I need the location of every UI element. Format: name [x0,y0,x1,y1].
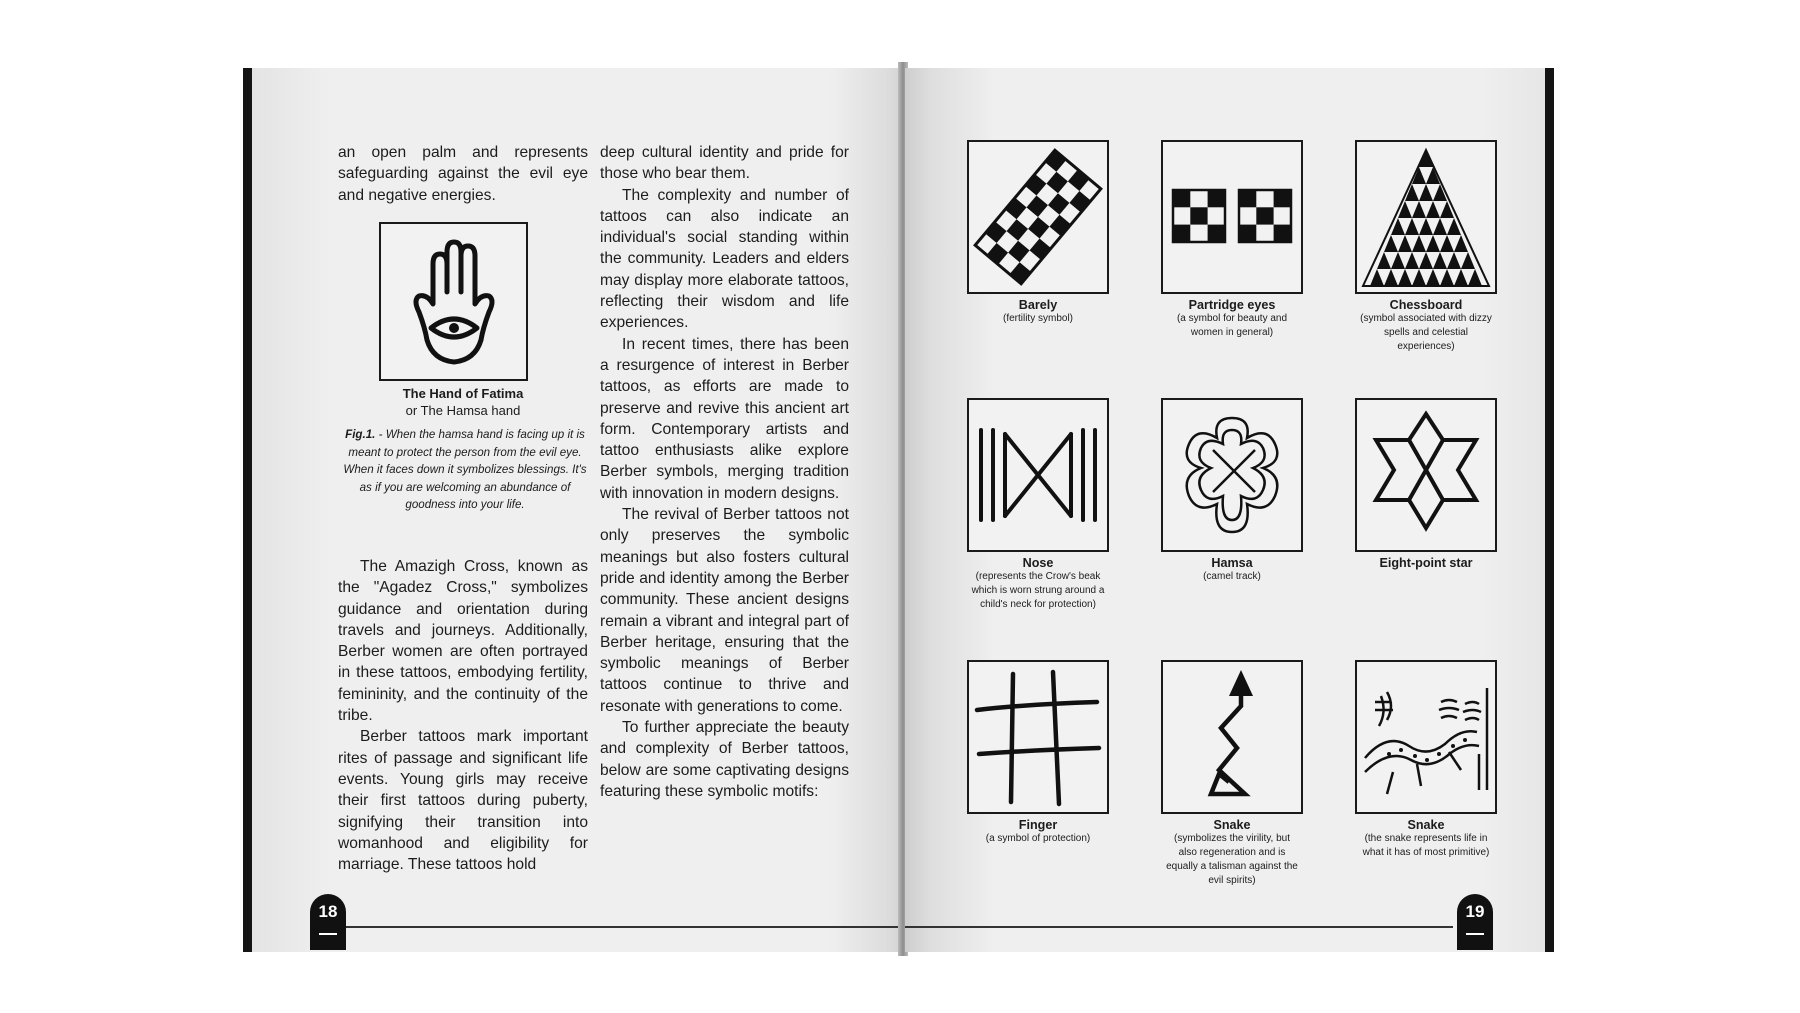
figure-title-line1: The Hand of Fatima [402,386,524,401]
symbol-card [967,140,1109,326]
symbol-name: Snake [1213,818,1251,832]
bowtie-lines-icon [969,400,1107,550]
checker-squares-icon [1163,142,1301,292]
symbol-card [1161,398,1303,584]
symbol-name: Snake [1407,818,1445,832]
symbol-desc: (fertility symbol) [1002,313,1073,324]
left-column-bottom [338,556,588,875]
symbol-desc: (camel track) [1203,571,1261,582]
lizard-snake-icon [1357,662,1495,812]
symbol-frame [967,660,1109,814]
symbol-card [1161,660,1303,888]
symbol-desc: (a symbol of protection) [985,833,1091,844]
left-column-top [338,142,588,206]
footer-rule [905,926,1453,928]
knot-icon [1163,400,1301,550]
symbol-name: Chessboard [1389,298,1463,312]
page-number: 19 [1457,894,1493,950]
page-number: 18 [310,894,346,950]
paragraph: Berber tattoos mark important rites of passage and significant life events. Young girls may receive their first tattoos during puberty, signifying their transition into womanhood and eligibility for marriage. These tattoos hold [338,728,588,874]
symbol-card [967,660,1109,846]
paragraph: In recent times, there has been a resurgence of interest in Berber tattoos, as efforts are made to preserve and revive this ancient art form. Contemporary artists and tattoo enthusiasts alike explore Berber symbols, merging tradition with innovation in modern designs. [600,335,849,502]
footer-rule [346,926,909,928]
figure-title-line2: or The Hamsa hand [405,403,521,418]
paragraph: To further appreciate the beauty and complexity of Berber tattoos, below are some captivating designs featuring these symbolic motifs: [600,719,849,800]
paragraph: The revival of Berber tattoos not only preserves the symbolic meanings but also fosters cultural pride and identity among the Berber community. These ancient designs remain a vibrant and integral part of Berber heritage, ensuring that the symbolic meanings of Berber tattoos continue to thrive and resonate with generations to come. [600,506,849,715]
figure-title [338,385,588,419]
triangle-chessboard-icon [1357,142,1495,292]
paragraph: The complexity and number of tattoos can also indicate an individual's social standing within the community. Leaders and elders may display more elaborate tattoos, reflecting their wisdom and life experiences. [600,186,849,332]
symbol-frame [967,140,1109,294]
left-page [243,68,909,952]
checkered-diagonal-icon [969,142,1107,292]
symbol-frame [1355,398,1497,552]
symbol-name: Hamsa [1211,556,1253,570]
hamsa-figure [379,222,528,381]
symbol-frame [1161,660,1303,814]
right-page [905,68,1554,952]
symbol-card [967,398,1109,612]
symbol-desc: (symbol associated with dizzy spells and celestial experiences) [1360,313,1492,352]
paragraph: The Amazigh Cross, known as the "Agadez Cross," symbolizes guidance and orientation during travels and journeys. Additionally, Berber women are often portrayed in these tattoos, embodying fertility, femininity, and the continuity of the tribe. [338,558,588,725]
grid-lines-icon [969,662,1107,812]
symbol-desc: (a symbol for beauty and women in general) [1176,313,1288,338]
symbol-frame [1161,140,1303,294]
symbol-desc: (the snake represents life in what it has of most primitive) [1362,833,1490,858]
right-column [600,142,849,802]
symbol-card [1161,140,1303,340]
symbol-name: Partridge eyes [1188,298,1276,312]
symbol-desc: (represents the Crow's beak which is worn strung around a child's neck for protection) [971,571,1105,610]
paragraph: an open palm and represents safeguarding against the evil eye and negative energies. [338,144,588,204]
symbol-name: Barely [1018,298,1058,312]
symbol-card [1355,660,1497,860]
eight-point-star-icon [1357,400,1495,550]
symbol-name: Finger [1018,818,1058,832]
figure-caption [342,426,588,514]
symbol-frame [967,398,1109,552]
symbol-card [1355,398,1497,570]
hamsa-hand-icon [381,224,526,379]
symbol-card [1355,140,1497,354]
symbol-frame [1355,140,1497,294]
symbol-name: Eight-point star [1379,556,1473,570]
symbol-name: Nose [1022,556,1054,570]
symbol-frame [1355,660,1497,814]
symbol-frame [1161,398,1303,552]
paragraph: deep cultural identity and pride for those who bear them. [600,144,849,183]
symbol-desc: (symbolizes the virility, but also regeneration and is equally a talisman against the evil spirits) [1166,833,1298,886]
caption-text: - When the hamsa hand is facing up it is meant to protect the person from the evil eye. When it faces down it symbolizes blessings. It's as if you are welcoming an abundance of goodness into your life. [343,428,587,511]
caption-label: Fig.1. [345,428,376,441]
zigzag-snake-icon [1163,662,1301,812]
